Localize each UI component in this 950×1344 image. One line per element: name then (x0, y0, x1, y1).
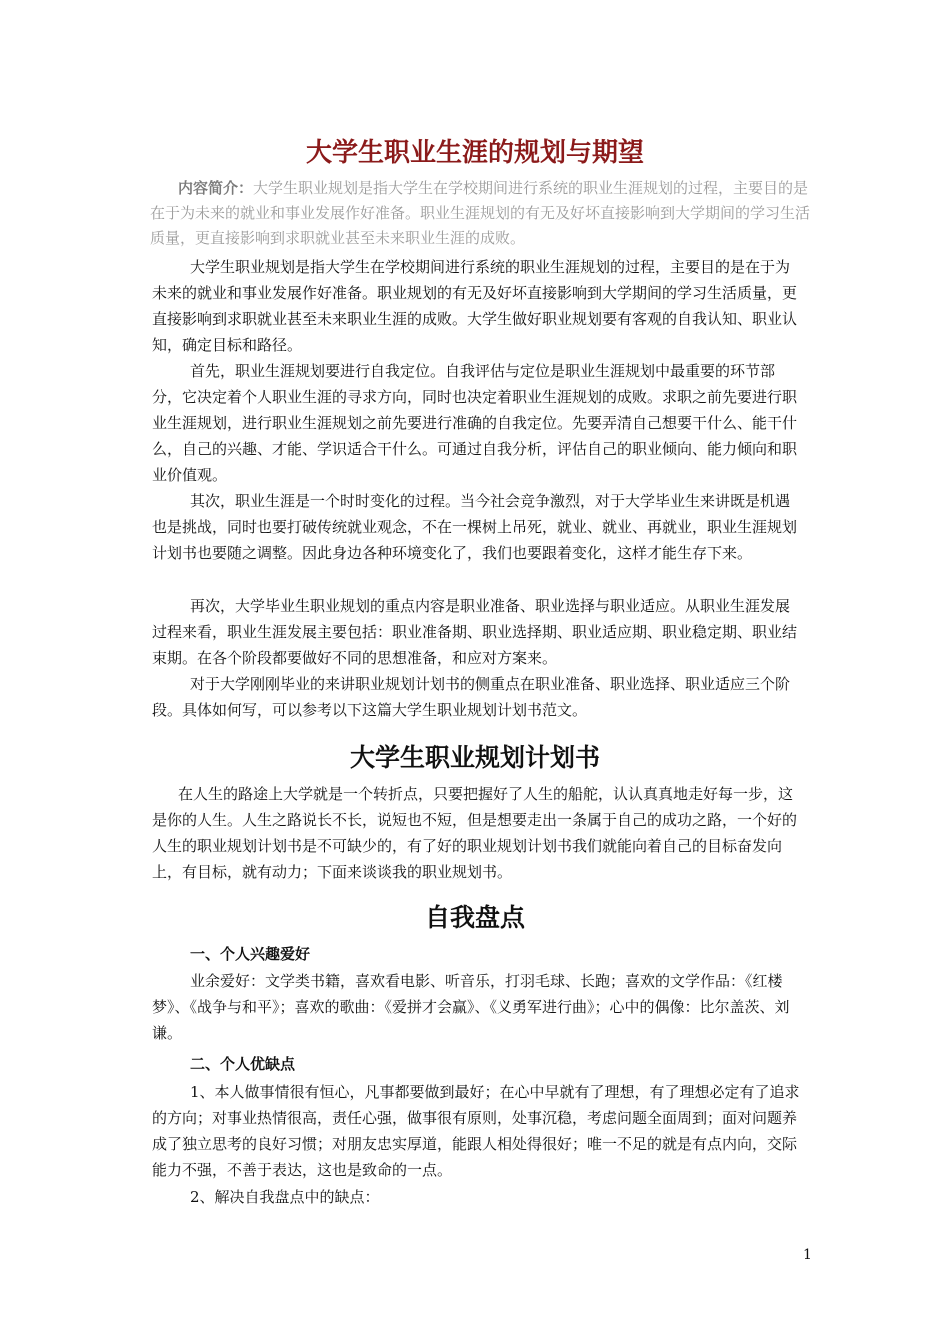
sub-title: 自我盘点 (424, 903, 525, 932)
intro-paragraph: 在人生的路途上大学就是一个转折点，只要把握好了人生的船舵，认认真真地走好每一步，这是你的人生。人生之路说长不长，说短也不短，但是想要走出一条属于自己的成功之路，一个好的人生的职业规划计划书是不可缺少的，有了好的职业规划计划书我们就能向着自己的目标奋发向上，有目标，就有动力；下面来谈谈我的职业规划书。 (152, 785, 798, 881)
heading-interests: 一、个人兴趣爱好 (190, 945, 311, 963)
paragraph-interests: 业余爱好：文学类书籍，喜欢看电影、听音乐，打羽毛球、长跑；喜欢的文学作品：《红楼梦》、《战争与和平》；喜欢的歌曲：《爱拼才会赢》、《义勇军进行曲》；心中的偶像：比尔盖茨、刘谦。 (152, 972, 790, 1042)
summary-label: 内容简介： (178, 179, 254, 197)
paragraph-fix: 2、解决自我盘点中的缺点： (190, 1188, 380, 1206)
paragraph: 首先，职业生涯规划要进行自我定位。自我评估与定位是职业生涯规划中最重要的环节部分，它决定着个人职业生涯的寻求方向，同时也决定着职业生涯规划的成败。求职之前先要进行职业生涯规划，进行职业生涯规划之前先要进行准确的自我定位。先要弄清自己想要干什么、能干什么，自己的兴趣、才能、学识适合干什么。可通过自我分析，评估自己的职业倾向、能力倾向和职业价值观。 (152, 362, 798, 484)
paragraph: 其次，职业生涯是一个时时变化的过程。当今社会竞争激烈，对于大学毕业生来讲既是机遇也是挑战，同时也要打破传统就业观念，不在一棵树上吊死，就业、就业、再就业，职业生涯规划计划书也要随之调整。因此身边各种环境变化了，我们也要跟着变化，这样才能生存下来。 (152, 492, 798, 562)
paragraph: 对于大学刚刚毕业的来讲职业规划计划书的侧重点在职业准备、职业选择、职业适应三个阶段。具体如何写，可以参考以下这篇大学生职业规划计划书范文。 (152, 675, 791, 719)
section-title: 大学生职业规划计划书 (349, 743, 600, 772)
page-number: 1 (803, 1247, 812, 1263)
document-title: 大学生职业生涯的规划与期望 (305, 138, 644, 168)
summary-text: 大学生职业规划是指大学生在学校期间进行系统的职业生涯规划的过程，主要目的是在于为未来的就业和事业发展作好准备。职业生涯规划的有无及好坏直接影响到大学期间的学习生活质量，更直接影响到求职就业甚至未来职业生涯的成败。 (150, 179, 811, 247)
paragraph: 大学生职业规划是指大学生在学校期间进行系统的职业生涯规划的过程，主要目的是在于为未来的就业和事业发展作好准备。职业规划的有无及好坏直接影响到大学期间的学习生活质量，更直接影响到求职就业甚至未来职业生涯的成败。大学生做好职业规划要有客观的自我认知、职业认知，确定目标和路径。 (152, 258, 798, 354)
paragraph-pros: 1、本人做事情很有恒心，凡事都要做到最好；在心中早就有了理想，有了理想必定有了追求的方向；对事业热情很高，责任心强，做事很有原则，处事沉稳，考虑问题全面周到；面对问题养成了独立思考的良好习惯；对朋友忠实厚道，能跟人相处得很好；唯一不足的就是有点内向，交际能力不强，不善于表达，这也是致命的一点。 (152, 1083, 800, 1179)
summary-block (150, 176, 814, 251)
heading-pros-cons: 二、个人优缺点 (190, 1055, 296, 1073)
paragraph: 再次，大学毕业生职业规划的重点内容是职业准备、职业选择与职业适应。从职业生涯发展过程来看，职业生涯发展主要包括：职业准备期、职业选择期、职业适应期、职业稳定期、职业结束期。在各个阶段都要做好不同的思想准备，和应对方案来。 (152, 597, 798, 667)
